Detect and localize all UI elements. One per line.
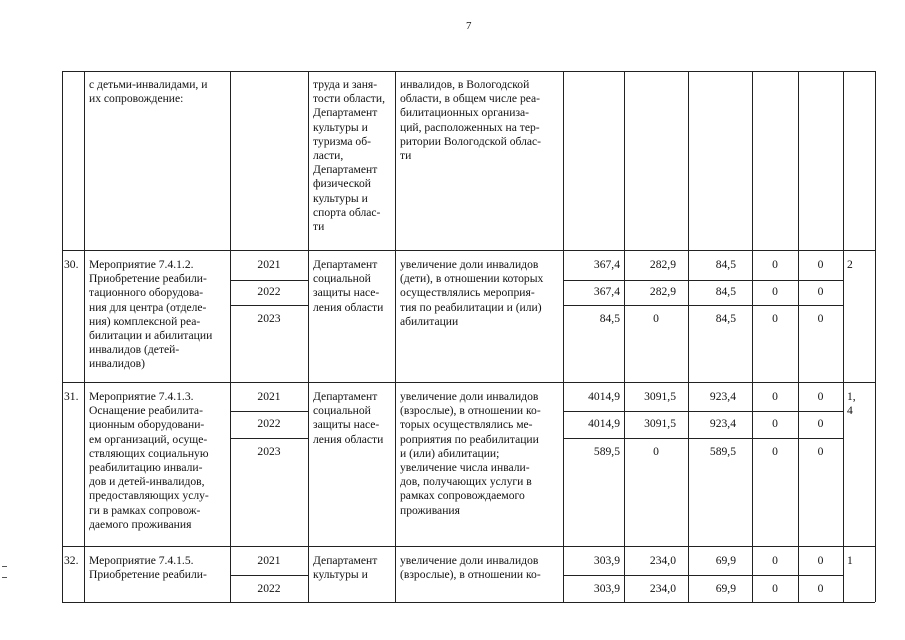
column-divider bbox=[798, 71, 799, 602]
source-value: 84,5 bbox=[715, 258, 736, 271]
column-divider bbox=[84, 71, 85, 602]
source-value: 589,5 bbox=[709, 445, 736, 458]
result-cell: увеличение доли инвалидов (взрослые), в отношении ко- торых осуществлялись ме- роприятия по реабилитации и (или) абилитации; увеличение числа инвали- дов, получающих услуги в рамках сопровождаемого проживания bbox=[400, 390, 541, 517]
column-divider bbox=[624, 71, 625, 602]
year-cell: 2021 bbox=[257, 390, 281, 403]
subrow-divider bbox=[563, 305, 843, 306]
source-value: 282,9 bbox=[649, 258, 676, 271]
subrow-divider bbox=[230, 575, 308, 576]
result-cell: инвалидов, в Вологодской области, в общем числе реа- билитационных организа- ций, расположенных на тер- ритории Вологодской облас- ти bbox=[400, 78, 542, 163]
table-border-left bbox=[62, 71, 63, 602]
table-border-top bbox=[62, 71, 875, 72]
source-value: 0 bbox=[772, 554, 778, 567]
table-border-bottom bbox=[62, 602, 875, 603]
row-number: 31. bbox=[64, 390, 79, 403]
column-divider bbox=[752, 71, 753, 602]
subrow-divider bbox=[230, 438, 308, 439]
column-divider bbox=[688, 71, 689, 602]
source-value: 0 bbox=[653, 445, 659, 458]
source-value: 923,4 bbox=[709, 417, 736, 430]
year-cell: 2023 bbox=[257, 445, 281, 458]
source-value: 0 bbox=[772, 258, 778, 271]
executor-cell: Департамент социальной защиты насе- ления области bbox=[313, 258, 384, 314]
source-value: 0 bbox=[817, 390, 824, 403]
total-value: 84,5 bbox=[599, 312, 620, 325]
subrow-divider bbox=[563, 411, 843, 412]
indicator-ref: 2 bbox=[847, 258, 853, 271]
subrow-divider bbox=[230, 305, 308, 306]
year-cell: 2023 bbox=[257, 312, 281, 325]
column-divider bbox=[843, 71, 844, 602]
activity-cell: Мероприятие 7.4.1.5. Приобретение реабили- bbox=[89, 554, 207, 582]
total-value: 367,4 bbox=[593, 285, 620, 298]
source-value: 0 bbox=[772, 417, 778, 430]
total-value: 303,9 bbox=[593, 554, 620, 567]
total-value: 303,9 bbox=[593, 582, 620, 595]
total-value: 589,5 bbox=[593, 445, 620, 458]
table-border-right bbox=[875, 71, 876, 602]
row-divider bbox=[62, 546, 875, 547]
executor-cell: труда и заня- тости области, Департамент культуры и туризма об- ласти, Департамент физической культуры и спорта облас- ти bbox=[313, 78, 385, 234]
total-value: 367,4 bbox=[593, 258, 620, 271]
year-cell: 2022 bbox=[257, 285, 281, 298]
source-value: 84,5 bbox=[715, 312, 736, 325]
column-divider bbox=[308, 71, 309, 602]
column-divider bbox=[230, 71, 231, 602]
source-value: 0 bbox=[817, 582, 824, 595]
executor-cell: Департамент социальной защиты насе- ления области bbox=[313, 390, 384, 446]
source-value: 69,9 bbox=[715, 582, 736, 595]
executor-cell: Департамент культуры и bbox=[313, 554, 378, 582]
source-value: 923,4 bbox=[709, 390, 736, 403]
source-value: 0 bbox=[653, 312, 659, 325]
column-divider bbox=[395, 71, 396, 602]
year-cell: 2021 bbox=[257, 258, 281, 271]
year-cell: 2022 bbox=[257, 582, 281, 595]
subrow-divider bbox=[563, 575, 843, 576]
subrow-divider bbox=[563, 280, 843, 281]
result-cell: увеличение доли инвалидов (дети), в отношении которых осуществлялись мероприя- тия по реабилитации и (или) абилитации bbox=[400, 258, 544, 328]
year-cell: 2022 bbox=[257, 417, 281, 430]
source-value: 0 bbox=[772, 445, 778, 458]
column-divider bbox=[563, 71, 564, 602]
row-number: 32. bbox=[64, 554, 79, 567]
source-value: 0 bbox=[772, 582, 778, 595]
indicator-ref: 1, 4 bbox=[847, 390, 856, 418]
source-value: 0 bbox=[817, 445, 824, 458]
row-number: 30. bbox=[64, 258, 79, 271]
activity-cell: Мероприятие 7.4.1.2. Приобретение реабили- тационного оборудова- ния для центра (отделе- ния) комплексной реа- билитации и абилитации инвалидов (детей- инвалидов) bbox=[89, 258, 213, 371]
source-value: 0 bbox=[772, 312, 778, 325]
result-cell: увеличение доли инвалидов (взрослые), в отношении ко- bbox=[400, 554, 541, 582]
source-value: 0 bbox=[772, 390, 778, 403]
source-value: 0 bbox=[817, 285, 824, 298]
total-value: 4014,9 bbox=[588, 390, 620, 403]
subrow-divider bbox=[563, 438, 843, 439]
row-divider bbox=[62, 382, 875, 383]
source-value: 0 bbox=[817, 417, 824, 430]
source-value: 0 bbox=[817, 312, 824, 325]
subrow-divider bbox=[230, 280, 308, 281]
row-divider bbox=[62, 250, 875, 251]
year-cell: 2021 bbox=[257, 554, 281, 567]
activity-cell: с детьми-инвалидами, и их сопровождение: bbox=[89, 78, 208, 106]
indicator-ref: 1 bbox=[847, 554, 853, 567]
source-value: 3091,5 bbox=[644, 390, 676, 403]
source-value: 0 bbox=[817, 554, 824, 567]
source-value: 3091,5 bbox=[644, 417, 676, 430]
source-value: 234,0 bbox=[649, 582, 676, 595]
source-value: 234,0 bbox=[649, 554, 676, 567]
total-value: 4014,9 bbox=[588, 417, 620, 430]
subrow-divider bbox=[230, 411, 308, 412]
page-number: 7 bbox=[466, 20, 472, 32]
source-value: 282,9 bbox=[649, 285, 676, 298]
source-value: 0 bbox=[772, 285, 778, 298]
source-value: 69,9 bbox=[715, 554, 736, 567]
source-value: 0 bbox=[817, 258, 824, 271]
source-value: 84,5 bbox=[715, 285, 736, 298]
activity-cell: Мероприятие 7.4.1.3. Оснащение реабилита- ционным оборудовани- ем организаций, осуще- ствляющих социальную реабилитацию инвали- дов и детей-инвалидов, предоставляющих услу- ги в рамках сопровож- даемого проживания bbox=[89, 390, 209, 531]
